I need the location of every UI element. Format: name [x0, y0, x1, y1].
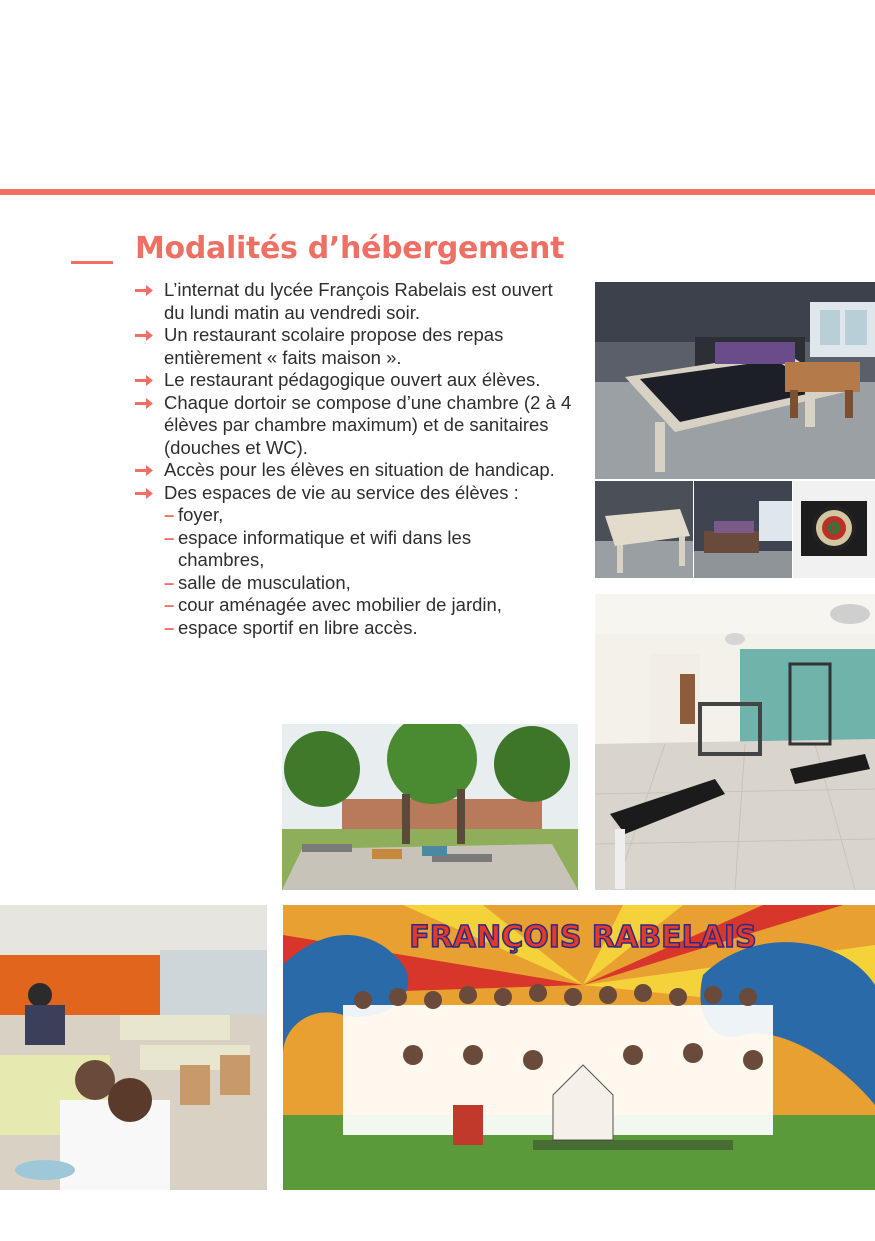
sub-item: – cour aménagée avec mobilier de jardin,: [164, 594, 502, 615]
bullet-item: [135, 482, 575, 640]
bullet-item: [135, 459, 575, 482]
photo-gym: [595, 594, 875, 890]
photo-group-mural: [283, 905, 875, 1190]
sub-item-text: espace informatique et wifi dans les chambres,: [178, 526, 472, 570]
sub-item: – espace sportif en libre accès.: [164, 616, 418, 638]
sub-item-text: salle de musculation,: [178, 571, 351, 593]
arrow-right-icon: [135, 284, 153, 297]
section-title: Modalités d’hébergement: [135, 231, 565, 266]
bullet-text: Chaque dortoir se compose d’une chambre (2 à 4 élèves par chambre maximum) et de sanitaires (douches et WC).: [164, 391, 572, 458]
mural-text: FRANÇOIS RABELAIS: [409, 920, 757, 955]
arrow-right-icon: [135, 464, 153, 477]
sub-item: – espace informatique et wifi dans les chambres,: [164, 526, 472, 570]
sub-item-text: espace sportif en libre accès.: [178, 616, 418, 638]
photo-dartboard: [793, 481, 875, 578]
bullet-text: Des espaces de vie au service des élèves :: [164, 481, 519, 503]
bullet-text: Le restaurant pédagogique ouvert aux élèves.: [164, 369, 541, 390]
arrow-right-icon: [135, 374, 153, 387]
sub-item: – foyer,: [164, 504, 224, 525]
bullet-item: [135, 279, 575, 324]
bullet-text: Un restaurant scolaire propose des repas entièrement « faits maison ».: [164, 324, 504, 368]
photo-courtyard: [282, 724, 578, 890]
arrow-right-icon: [135, 487, 153, 500]
arrow-right-icon: [135, 329, 153, 342]
bullet-list: [135, 279, 575, 639]
photo-lounge: [694, 481, 792, 578]
sub-item-text: foyer,: [178, 504, 224, 525]
sub-list: [164, 504, 575, 639]
bullet-text: L’internat du lycée François Rabelais est ouvert du lundi matin au vendredi soir.: [164, 279, 553, 323]
title-dash: [71, 261, 113, 264]
top-accent-rule: [0, 189, 875, 195]
bullet-text: Accès pour les élèves en situation de handicap.: [164, 459, 555, 480]
photo-canteen: [0, 905, 267, 1190]
bullet-item: [135, 369, 575, 392]
bullet-item: [135, 392, 575, 460]
sub-item: – salle de musculation,: [164, 571, 351, 593]
photo-table: [595, 481, 693, 578]
bullet-item: [135, 324, 575, 369]
photo-foyer-game-room: [595, 282, 875, 479]
arrow-right-icon: [135, 397, 153, 410]
sub-item-text: cour aménagée avec mobilier de jardin,: [178, 594, 502, 615]
